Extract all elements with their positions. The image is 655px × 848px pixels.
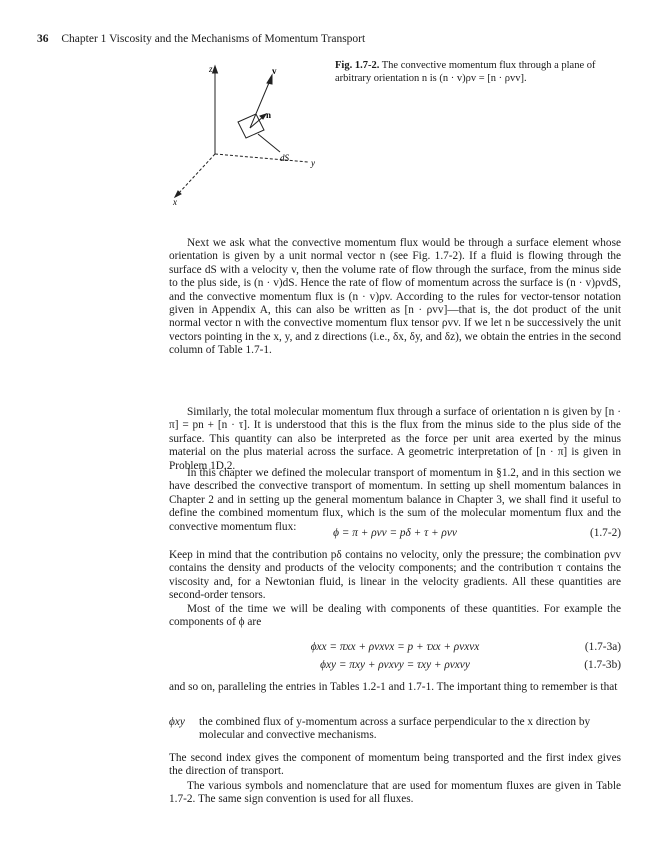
definition-text: the combined flux of y-momentum across a surface perpendicular to the x direction by molecular and convective mechanisms. [199, 716, 591, 742]
paragraph-paralleling: and so on, paralleling the entries in Tables 1.2-1 and 1.7-1. The important thing to remember is that [169, 681, 618, 693]
equation-1-7-3b [169, 659, 621, 673]
caption-text: The convective momentum flux through a plane of arbitrary orientation n is (n · v)ρv = [n · ρvv]. [335, 60, 596, 84]
velocity-label: v [272, 66, 277, 76]
y-axis [215, 154, 308, 162]
definition-phi-xy [169, 716, 621, 743]
dS-leader [258, 134, 280, 152]
equation-1-7-2 [169, 527, 621, 541]
equation-number: (1.7-3a) [584, 641, 621, 653]
equation-math: ϕxy = πxy + ρvxvy = τxy + ρvxvy [320, 659, 470, 671]
figure-1-7-2 [168, 58, 318, 208]
y-axis-label: y [311, 158, 315, 168]
equation-math: ϕxx = πxx + ρvxvx = p + τxx + ρvxvx [310, 641, 480, 653]
equation-number: (1.7-2) [589, 527, 621, 539]
paragraph-combined-flux: In this chapter we defined the molecular transport of momentum in §1.2, and in this section we have described the convective transport of momentum. In setting up shell momentum balances in Chapter 2 and in setting up the general momentum balance in Chapter 3, we shall find it useful to define the combined momentum flux, which is the sum of the molecular momentum flux and the convective momentum flux: [169, 467, 621, 533]
paragraph-convective-flux: Next we ask what the convective momentum flux would be through a surface element whose orientation is given by a unit normal vector n (see Fig. 1.7-2). If a fluid is flowing through the surface dS with a velocity v, then the volume rate of flow through the surface, from the minus side to the plus side, is (n · v)dS. Hence the rate of flow of momentum across the surface is (n · v)ρvdS, and the convective momentum flux is (n · v)ρv. According to the rules for vector-tensor notation given in Appendix A, this can also be written as [n · ρvv]—that is, the dot product of the unit normal vector n with the convective momentum flux tensor ρvv. If we let n be successively the unit vectors pointing in the x, y, and z directions (i.e., δx, δy, and δz), we obtain the entries in the second column of Table 1.7-1. [169, 237, 621, 357]
x-axis [178, 154, 215, 194]
equation-number: (1.7-3b) [584, 659, 621, 671]
z-axis-label: z [209, 64, 213, 74]
paragraph-index-meaning: The second index gives the component of momentum being transported and the first index gives the direction of transport. [169, 752, 621, 778]
running-header [37, 33, 365, 45]
velocity-arrowhead [267, 75, 272, 84]
z-axis-arrowhead [213, 66, 218, 73]
figure-caption [335, 60, 620, 85]
x-axis-label: x [173, 197, 177, 207]
definition-symbol: ϕxy [169, 716, 185, 728]
velocity-vector [250, 78, 271, 128]
running-title: Chapter 1 Viscosity and the Mechanisms of Momentum Transport [61, 33, 366, 45]
paragraph-components: Most of the time we will be dealing with components of these quantities. For example the components of ϕ are [169, 603, 621, 629]
paragraph-molecular-flux: Similarly, the total molecular momentum flux through a surface of orientation n is given by [n · π] = pn + [n · τ]. It is understood that this is the flux from the minus side to the plus side of the surface. This quantity can also be interpreted as the force per unit area exerted by the minus material on the plus material across the surface. A geometric interpretation of [n · π] is given in Problem 1D.2. [169, 406, 621, 472]
area-label: dS [280, 153, 289, 163]
paragraph-nomenclature: The various symbols and nomenclature that are used for momentum fluxes are given in Table 1.7-2. The same sign convention is used for all fluxes. [169, 780, 621, 806]
paragraph-contributions: Keep in mind that the contribution pδ contains no velocity, only the pressure; the combination ρvv contains the density and products of the velocity components; and the contribution τ contains the viscosity and, for a Newtonian fluid, is linear in the velocity gradients. All these quantities are second-order tensors. [169, 549, 621, 602]
page-number: 36 [37, 33, 49, 45]
equation-math: ϕ = π + ρvv = pδ + τ + ρvv [333, 527, 457, 539]
caption-label: Fig. 1.7-2. [335, 60, 380, 71]
normal-label: n [266, 110, 272, 120]
equation-1-7-3a [169, 641, 621, 655]
